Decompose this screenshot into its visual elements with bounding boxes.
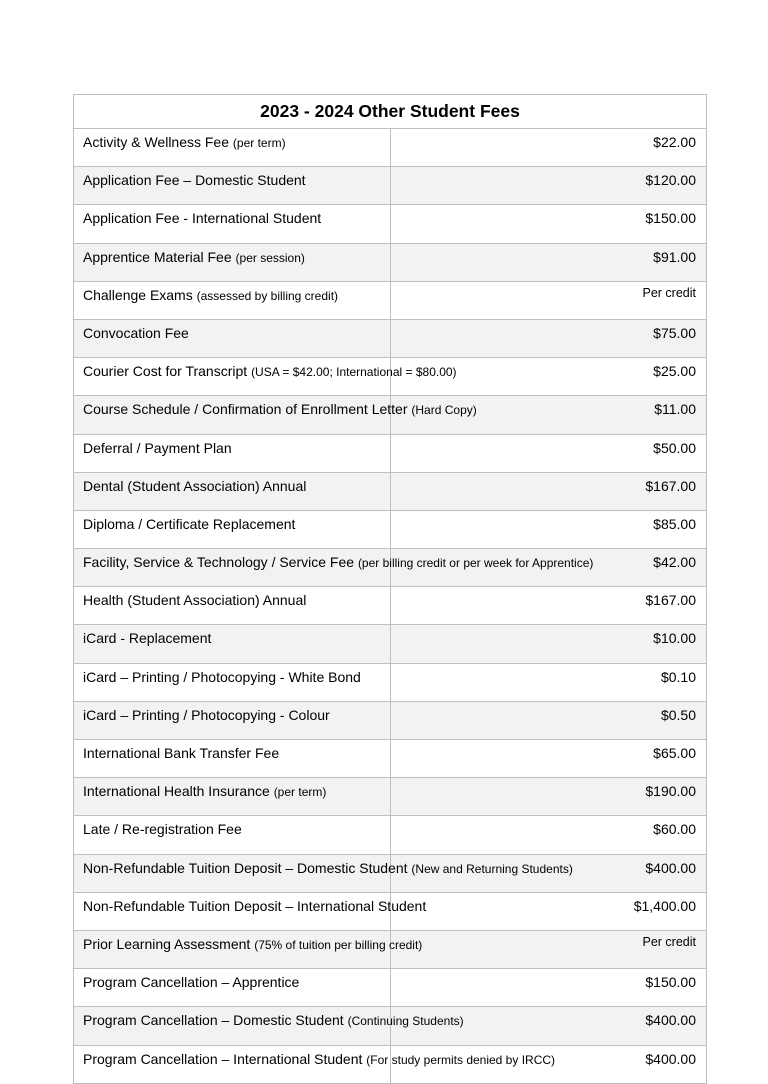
fee-amount: Per credit [390, 281, 707, 319]
fee-note: (Hard Copy) [411, 403, 477, 418]
table-row [74, 434, 707, 472]
fee-amount: $0.10 [390, 663, 707, 701]
table-row [74, 281, 707, 319]
fee-description-cell [74, 854, 573, 892]
fee-description-cell [74, 625, 391, 663]
fee-description-cell [74, 701, 391, 739]
table-row [74, 778, 707, 816]
table-row [74, 892, 707, 930]
fee-note: (per session) [235, 250, 305, 265]
fee-description-cell [74, 434, 391, 472]
fee-name: Deferral / Payment Plan [83, 439, 232, 456]
fee-note: (New and Returning Students) [411, 861, 573, 876]
fee-amount: $120.00 [390, 167, 707, 205]
table-row [74, 969, 707, 1007]
fee-name: Program Cancellation – Domestic Student [83, 1012, 344, 1029]
fee-name: Diploma / Certificate Replacement [83, 515, 296, 532]
table-row [74, 472, 707, 510]
fee-name: Apprentice Material Fee [83, 248, 232, 265]
fee-note: (per term) [273, 785, 327, 800]
fee-note: (For study permits denied by IRCC) [366, 1052, 556, 1067]
fee-name: Program Cancellation – Apprentice [83, 974, 300, 991]
fee-name: Program Cancellation – International Student [83, 1050, 363, 1067]
table-row [74, 1007, 707, 1045]
fee-name: Non-Refundable Tuition Deposit – International Student [83, 897, 427, 914]
fee-description-cell [74, 472, 391, 510]
fee-description-cell [74, 510, 391, 548]
fee-amount: $10.00 [390, 625, 707, 663]
table-row [74, 854, 707, 892]
fee-name: Activity & Wellness Fee [83, 134, 230, 150]
fee-amount: $167.00 [390, 587, 707, 625]
fee-amount: $400.00 [390, 1007, 707, 1045]
fees-table-body [74, 129, 707, 1084]
table-row [74, 663, 707, 701]
table-row [74, 625, 707, 663]
table-row [74, 510, 707, 548]
fee-name: iCard - Replacement [83, 630, 212, 647]
fee-name: Facility, Service & Technology / Service Fee [83, 554, 355, 571]
fee-amount: $400.00 [390, 1045, 707, 1083]
fee-description-cell [74, 319, 391, 357]
fee-note: (per billing credit or per week for Apprentice) [357, 556, 594, 571]
fee-description-cell [74, 778, 391, 816]
fee-description-cell [74, 969, 391, 1007]
fee-note: (assessed by billing credit) [196, 288, 339, 303]
fee-name: Prior Learning Assessment [83, 935, 251, 952]
table-row [74, 396, 707, 434]
fee-amount: $150.00 [390, 969, 707, 1007]
fee-name: Course Schedule / Confirmation of Enrollment Letter [83, 401, 408, 418]
table-row [74, 549, 707, 587]
table-title: 2023 - 2024 Other Student Fees [74, 95, 707, 129]
fee-note: (75% of tuition per billing credit) [254, 937, 423, 952]
fee-amount: $75.00 [390, 319, 707, 357]
fee-name: iCard – Printing / Photocopying - Colour [83, 706, 330, 723]
table-row [74, 930, 707, 968]
fee-name: International Health Insurance [83, 783, 270, 800]
table-row [74, 816, 707, 854]
fee-amount: $65.00 [390, 740, 707, 778]
fee-amount: $0.50 [390, 701, 707, 739]
fee-name: Application Fee – Domestic Student [83, 172, 306, 189]
fee-amount: $25.00 [390, 358, 707, 396]
table-row [74, 167, 707, 205]
fee-description-cell [74, 205, 391, 243]
fee-description-cell [74, 1007, 464, 1045]
table-row [74, 587, 707, 625]
fee-amount: $150.00 [390, 205, 707, 243]
fee-description-cell [74, 892, 427, 930]
fee-description-cell [74, 740, 391, 778]
table-row [74, 319, 707, 357]
fee-amount: $85.00 [390, 510, 707, 548]
table-row [74, 740, 707, 778]
fee-note: (Continuing Students) [347, 1014, 464, 1029]
title-row [74, 95, 707, 129]
fee-amount: $22.00 [390, 129, 707, 167]
fee-description-cell [74, 281, 391, 319]
fee-amount: $1,400.00 [390, 892, 707, 930]
fee-name: International Bank Transfer Fee [83, 745, 280, 761]
fee-amount: $11.00 [390, 396, 707, 434]
fee-name: Application Fee - International Student [83, 210, 322, 227]
fee-description-cell [74, 167, 391, 205]
table-row [74, 1045, 707, 1083]
fee-name: Late / Re-registration Fee [83, 821, 242, 838]
fee-description-cell [74, 1045, 556, 1083]
fee-description-cell [74, 587, 391, 625]
fee-amount: $400.00 [390, 854, 707, 892]
table-row [74, 701, 707, 739]
fee-name: Courier Cost for Transcript [83, 363, 248, 380]
fee-amount: $60.00 [390, 816, 707, 854]
fee-name: Non-Refundable Tuition Deposit – Domestic Student [83, 859, 408, 876]
fee-name: iCard – Printing / Photocopying - White Bond [83, 668, 361, 685]
fee-description-cell [74, 930, 423, 968]
fee-amount: $50.00 [390, 434, 707, 472]
fee-name: Convocation Fee [83, 324, 189, 341]
fee-description-cell [74, 243, 391, 281]
table-row [74, 129, 707, 167]
table-row [74, 358, 707, 396]
table-row [74, 243, 707, 281]
fees-table [73, 94, 707, 1084]
fee-description-cell [74, 549, 594, 587]
table-row [74, 205, 707, 243]
fee-amount: $190.00 [390, 778, 707, 816]
fee-amount: $167.00 [390, 472, 707, 510]
fee-description-cell [74, 816, 391, 854]
fee-description-cell [74, 358, 457, 396]
fee-description-cell [74, 396, 477, 434]
fee-amount: Per credit [390, 930, 707, 968]
fee-note: (per term) [232, 136, 286, 150]
fee-description-cell [74, 129, 391, 167]
fee-name: Dental (Student Association) Annual [83, 477, 307, 494]
fee-name: Challenge Exams [83, 286, 193, 303]
fee-name: Health (Student Association) Annual [83, 592, 307, 609]
fee-amount: $42.00 [390, 549, 707, 587]
fee-note: (USA = $42.00; International = $80.00) [251, 365, 457, 380]
fee-description-cell [74, 663, 391, 701]
fee-amount: $91.00 [390, 243, 707, 281]
